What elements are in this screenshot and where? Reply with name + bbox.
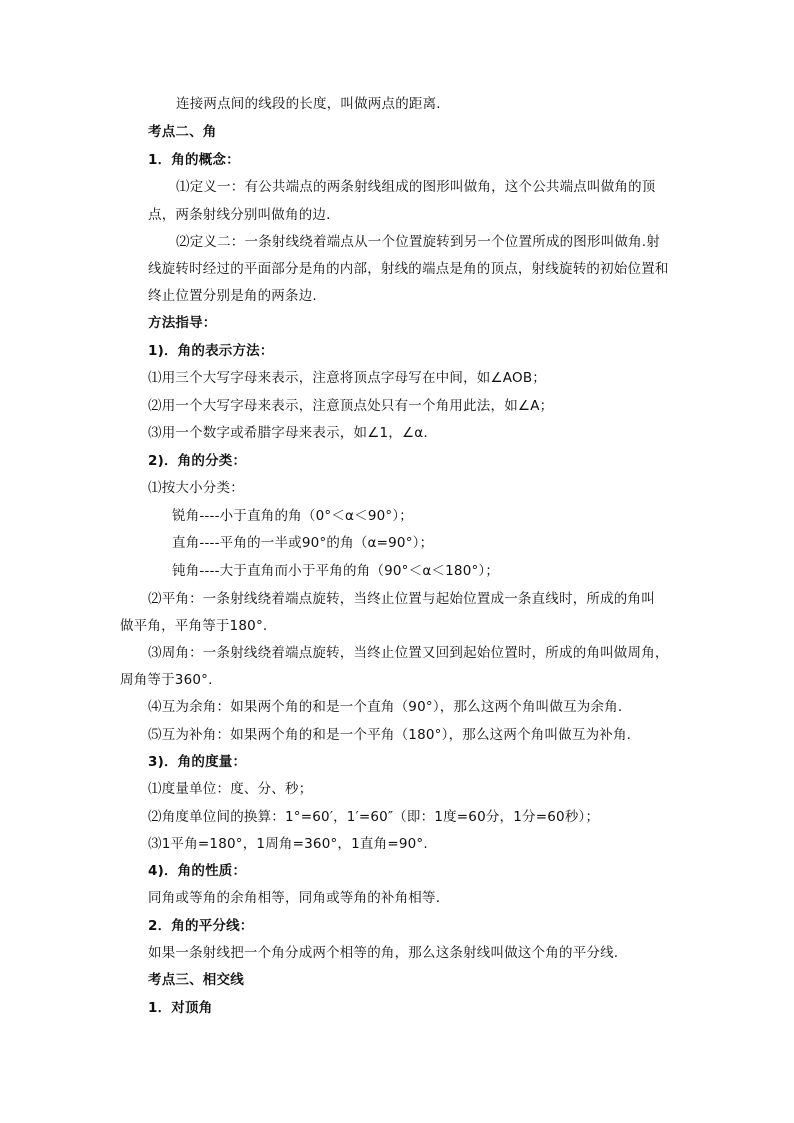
text-line: 线旋转时经过的平面部分是角的内部，射线的端点是角的顶点，射线旋转的初始位置和 <box>148 261 669 277</box>
text-line: 锐角----小于直角的角（0°＜α＜90°）； <box>172 508 414 524</box>
subsection-heading: 2)．角的分类： <box>148 453 247 469</box>
text-line: ⑵定义二：一条射线绕着端点从一个位置旋转到另一个位置所成的图形叫做角.射 <box>176 234 660 250</box>
subsection-heading: 3)．角的度量： <box>148 754 247 770</box>
subsection-heading: 1．对顶角 <box>148 1000 213 1016</box>
text-line: ⑵平角：一条射线绕着端点旋转，当终止位置与起始位置成一条直线时，所成的角叫 <box>148 591 655 607</box>
section-heading: 考点三、相交线 <box>148 972 244 988</box>
text-line: 点，两条射线分别叫做角的边. <box>148 207 331 223</box>
text-line: 终止位置分别是角的两条边. <box>148 288 317 304</box>
text-line: ⑴度量单位：度、分、秒； <box>148 781 313 797</box>
text-line: ⑴定义一：有公共端点的两条射线组成的图形叫做角，这个公共端点叫做角的顶 <box>176 179 656 195</box>
text-line: 钝角----大于直角而小于平角的角（90°＜α＜180°）； <box>172 563 500 579</box>
text-line: 直角----平角的一半或90°的角（α=90°）； <box>172 535 434 551</box>
text-line: ⑴用三个大写字母来表示，注意将顶点字母写在中间，如∠AOB； <box>148 370 546 386</box>
text-line: 同角或等角的余角相等，同角或等角的补角相等. <box>148 890 441 906</box>
text-line: ⑸互为补角：如果两个角的和是一个平角（180°），那么这两个角叫做互为补角. <box>148 727 632 743</box>
subsection-heading: 方法指导： <box>148 315 217 331</box>
section-heading: 考点二、角 <box>148 124 217 140</box>
text-line: ⑶用一个数字或希腊字母来表示，如∠1，∠α. <box>148 425 428 441</box>
text-line: 如果一条射线把一个角分成两个相等的角，那么这条射线叫做这个角的平分线. <box>148 945 619 961</box>
text-line: ⑷互为余角：如果两个角的和是一个直角（90°），那么这两个角叫做互为余角. <box>148 699 623 715</box>
text-line: ⑶周角：一条射线绕着端点旋转，当终止位置又回到起始位置时，所成的角叫做周角， <box>148 645 669 661</box>
subsection-heading: 2．角的平分线： <box>148 918 254 934</box>
text-line: 做平角，平角等于180°. <box>120 618 268 634</box>
subsection-heading: 1．角的概念： <box>148 152 240 168</box>
text-line: ⑵用一个大写字母来表示，注意顶点处只有一个角用此法，如∠A； <box>148 398 554 414</box>
text-line: ⑴按大小分类： <box>148 480 244 496</box>
text-line: 周角等于360°. <box>120 672 213 688</box>
subsection-heading: 1)．角的表示方法： <box>148 343 274 359</box>
subsection-heading: 4)．角的性质： <box>148 863 247 879</box>
text-line: ⑵角度单位间的换算：1°=60′，1′=60″（即：1度=60分，1分=60秒）； <box>148 809 600 825</box>
text-line: 连接两点间的线段的长度，叫做两点的距离. <box>176 96 441 112</box>
text-line: ⑶1平角=180°，1周角=360°，1直角=90°. <box>148 836 428 852</box>
